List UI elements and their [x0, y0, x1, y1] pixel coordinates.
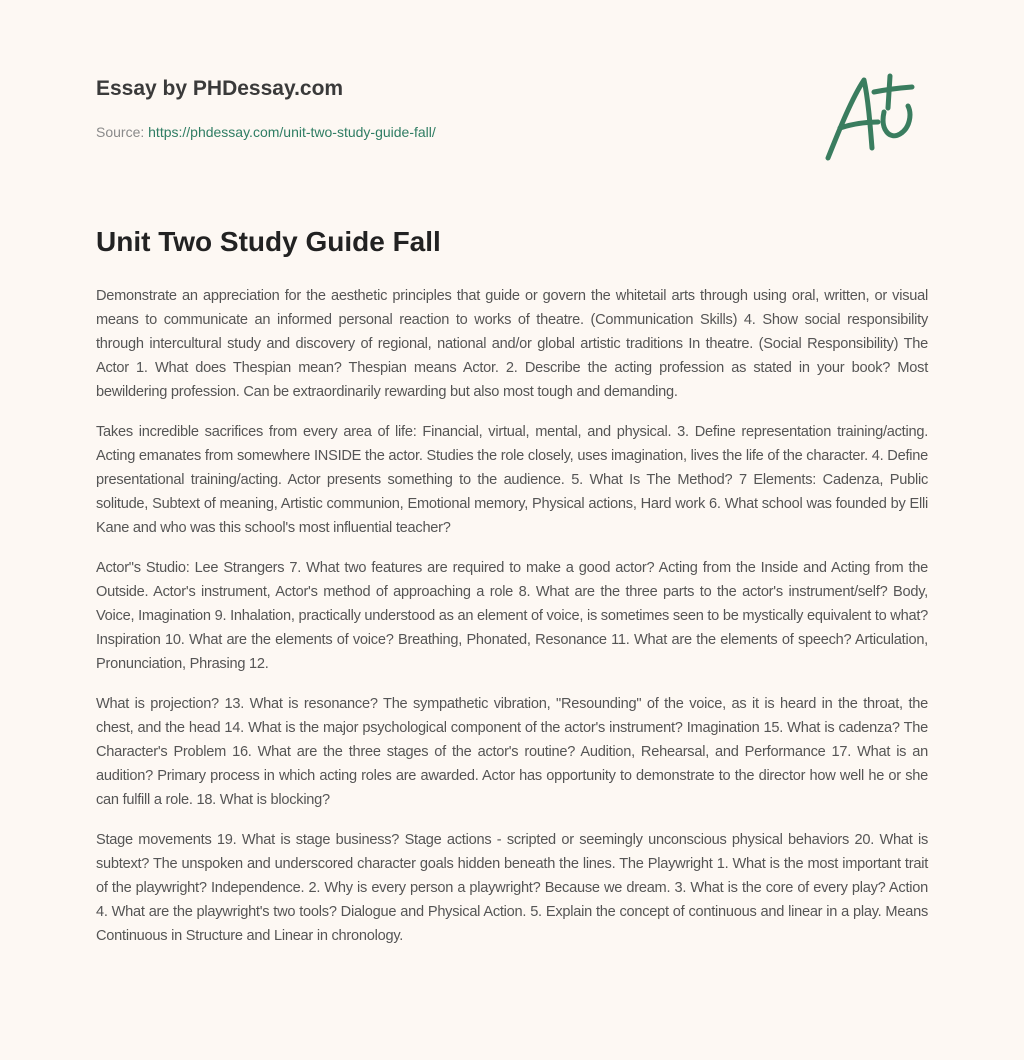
a-plus-logo-icon: [818, 68, 930, 164]
source-line: [96, 124, 436, 140]
essay-paragraph: Takes incredible sacrifices from every area of life: Financial, virtual, mental, and physical. 3. Define representation training/acting. Acting emanates from somewhere INSIDE the actor. Studies the role closely, uses imagination, lives the life of the character. 4. Define presentational training/acting. Actor presents something to the audience. 5. What Is The Method? 7 Elements: Cadenza, Public solitude, Subtext of meaning, Artistic communion, Emotional memory, Physical actions, Hard work 6. What school was founded by Elli Kane and who was this school's most influential teacher?: [96, 424, 928, 536]
essay-paragraph: Stage movements 19. What is stage business? Stage actions - scripted or seemingly unconscious physical behaviors 20. What is subtext? The unspoken and underscored character goals hidden beneath the lines. The Playwright 1. What is the most important trait of the playwright? Independence. 2. Why is every person a playwright? Because we dream. 3. What is the core of every play? Action 4. What are the playwright's two tools? Dialogue and Physical Action. 5. Explain the concept of continuous and linear in a play. Means Continuous in Structure and Linear in chronology.: [96, 832, 928, 944]
essay-paragraph: What is projection? 13. What is resonance? The sympathetic vibration, "Resounding" of the voice, as it is heard in the throat, the chest, and the head 14. What is the major psychological component of the actor's instrument? Imagination 15. What is cadenza? The Character's Problem 16. What are the three stages of the actor's routine? Audition, Rehearsal, and Performance 17. What is an audition? Primary process in which acting roles are awarded. Actor has opportunity to demonstrate to the director how well he or she can fulfill a role. 18. What is blocking?: [96, 696, 928, 808]
source-link[interactable]: https://phdessay.com/unit-two-study-guide-fall/: [148, 124, 436, 140]
essay-title: Unit Two Study Guide Fall: [96, 226, 441, 257]
site-title: Essay by PHDessay.com: [96, 77, 344, 100]
essay-paragraph: Actor"s Studio: Lee Strangers 7. What two features are required to make a good actor? Acting from the Inside and Acting from the Outside. Actor's instrument, Actor's method of approaching a role 8. What are the three parts to the actor's instrument/self? Body, Voice, Imagination 9. Inhalation, practically understood as an element of voice, is sometimes seen to be mystically equivalent to what? Inspiration 10. What are the elements of voice? Breathing, Phonated, Resonance 11. What are the elements of speech? Articulation, Pronunciation, Phrasing 12.: [96, 560, 928, 672]
source-label: Source:: [96, 124, 145, 140]
essay-paragraph: Demonstrate an appreciation for the aesthetic principles that guide or govern the whitetail arts through using oral, written, or visual means to communicate an informed personal reaction to works of theatre. (Communication Skills) 4. Show social responsibility through intercultural study and discovery of regional, national and/or global artistic traditions In theatre. (Social Responsibility) The Actor 1. What does Thespian mean? Thespian means Actor. 2. Describe the acting profession as stated in your book? Most bewildering profession. Can be extraordinarily rewarding but also most tough and demanding.: [96, 288, 928, 400]
essay-body: [96, 284, 928, 964]
